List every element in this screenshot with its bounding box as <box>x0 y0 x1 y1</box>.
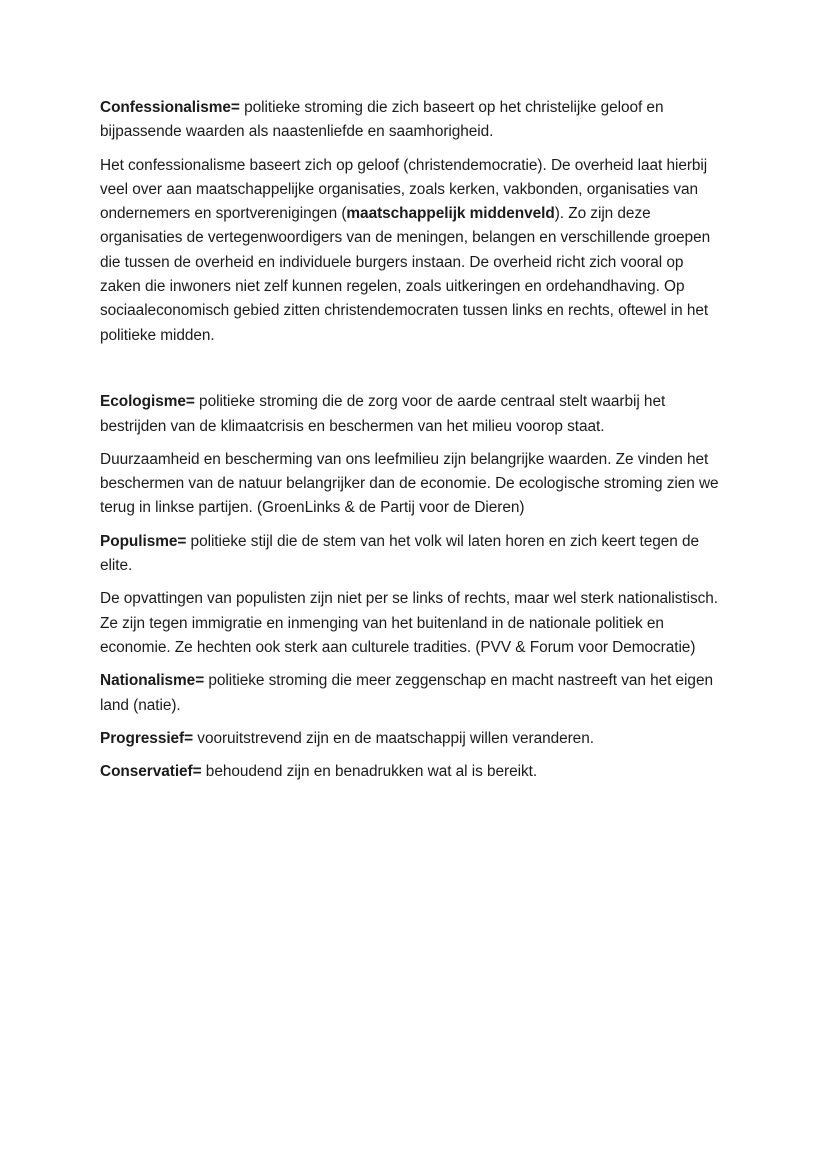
paragraph-populisme-definition <box>100 530 724 579</box>
term-populisme: Populisme= <box>100 532 187 550</box>
paragraph-populisme-body <box>100 587 724 660</box>
term-nationalisme: Nationalisme= <box>100 672 205 690</box>
term-maatschappelijk-middenveld: maatschappelijk middenveld <box>346 205 555 223</box>
definition-ecologisme-text: politieke stroming die de zorg voor de aarde centraal stelt waarbij het bestrijden van de klimaatcrisis en beschermen van het milieu voorop staat. <box>100 393 666 435</box>
term-conservatief: Conservatief= <box>100 763 202 781</box>
paragraph-ecologisme-body <box>100 448 724 521</box>
paragraph-confessionalisme-definition <box>100 96 724 145</box>
term-ecologisme: Ecologisme= <box>100 393 195 411</box>
populisme-body-text: De opvattingen van populisten zijn niet per se links of rechts, maar wel sterk nationalistisch. Ze zijn tegen immigratie en inmenging van het buitenland in de nationale politiek en economie. Ze hechten ook sterk aan culturele tradities. (PVV & Forum voor Democratie) <box>100 590 719 656</box>
paragraph-ecologisme-definition <box>100 390 724 439</box>
paragraph-confessionalisme-body <box>100 154 724 348</box>
definition-nationalisme-text: politieke stroming die meer zeggenschap en macht nastreeft van het eigen land (natie). <box>100 672 713 714</box>
definition-conservatief-text: behoudend zijn en benadrukken wat al is bereikt. <box>201 763 538 781</box>
paragraph-nationalisme-definition <box>100 669 724 718</box>
paragraph-progressief-definition <box>100 727 724 751</box>
term-progressief: Progressief= <box>100 729 194 747</box>
definition-populisme-text: politieke stijl die de stem van het volk wil laten horen en zich keert tegen de elite. <box>100 532 700 575</box>
definition-progressief-text: vooruitstrevend zijn en de maatschappij willen veranderen. <box>193 729 594 747</box>
confessionalisme-body-text-2: ). Zo zijn deze organisaties de vertegenwoordigers van de meningen, belangen en verschillende groepen die tussen de overheid en individuele burgers instaan. De overheid richt zich vooral op zaken die inwoners niet zelf kunnen regelen, zoals uitkeringen en ordehandhaving. Op sociaaleconomisch gebied zitten christendemocraten tussen links en rechts, oftewel in het politieke midden. <box>100 205 711 344</box>
ecologisme-body-text: Duurzaamheid en bescherming van ons leefmilieu zijn belangrijke waarden. Ze vinden het beschermen van de natuur belangrijker dan de economie. De ecologische stroming zien we terug in linkse partijen. (GroenLinks & de Partij voor de Dieren) <box>100 450 719 517</box>
term-confessionalisme: Confessionalisme= <box>100 99 240 116</box>
paragraph-conservatief-definition <box>100 760 724 784</box>
blank-line <box>100 357 724 381</box>
confessionalisme-body-text-1: Het confessionalisme baseert zich op geloof (christendemocratie). De overheid laat hierbij veel over aan maatschappelijke organisaties, zoals kerken, vakbonden, organisaties van ondernemers en sportverenigingen ( <box>100 156 708 223</box>
definition-confessionalisme-text: politieke stroming die zich baseert op het christelijke geloof en bijpassende waarden als naastenliefde en saamhorigheid. <box>100 99 664 141</box>
